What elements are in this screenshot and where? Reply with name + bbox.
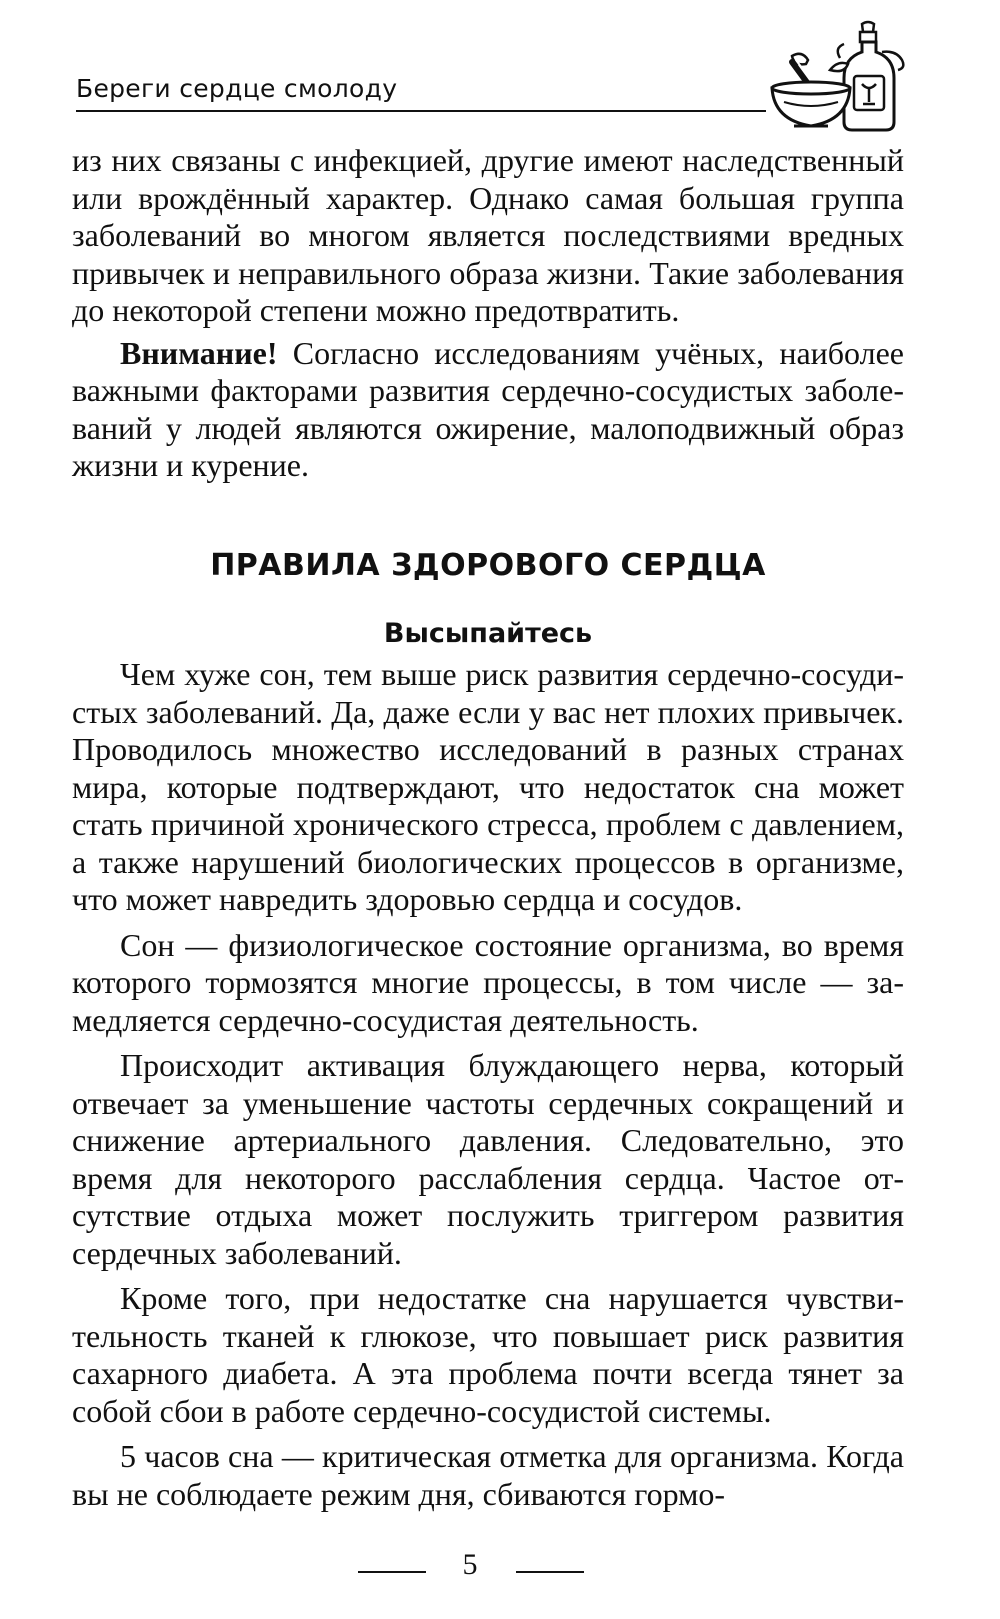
paragraph: Чем хуже сон, тем выше риск развития сердечно-сосудистых заболеваний. Да, даже если у вас нет плохих привычек. Проводилось множество исследований в разных странах мира, которые подтверждают, что недостаток сна может стать причиной хронического стресса, проблем с давлением, а также нарушений биологических процессов в организме, что может навредить здоровью сердца и сосудов. <box>72 656 904 917</box>
paragraph: 5 часов сна — критическая отметка для организма. Когда вы не соблюдаете режим дня, сбиваются гормо- <box>72 1438 904 1512</box>
attention-lead: Внимание! <box>120 334 278 371</box>
paragraph: Кроме того, при недостатке сна нарушается чувствительность тканей к глюкозе, что повышает риск развития сахарного диабета. А эта проблема почти всегда тянет за собой сбои в работе сердечно-сосудистой системы. <box>72 1280 904 1429</box>
page-footer <box>0 1548 1000 1588</box>
paragraph: Сон — физиологическое состояние организма, во время которого тормозятся многие процессы, в том числе — замедляется сердечно-сосудистая деятельность. <box>72 926 904 1038</box>
paragraph: Происходит активация блуждающего нерва, который отвечает за уменьшение частоты сердечных сокращений и снижение артериального давления. Следовательно, это время для некоторого расслабления сердца. Частое отсутствие отдыха может послужить триггером развития сердечных заболеваний. <box>72 1047 904 1271</box>
paragraph-continued: из них связаны с инфекцией, другие имеют наследственный или врождённый характер. Однако самая большая группа заболеваний во многом является последствиями вредных привычек и неправильного образа жизни. Такие заболевания до некоторой степени можно предотвратить. <box>72 142 904 328</box>
header-rule <box>76 110 766 112</box>
footer-rule-left <box>358 1571 426 1573</box>
top-text-block <box>72 142 904 485</box>
attention-paragraph <box>72 335 904 485</box>
mortar-and-bottle-icon <box>770 18 910 136</box>
footer-rule-right <box>516 1571 584 1573</box>
section-title: ПРАВИЛА ЗДОРОВОГО СЕРДЦА <box>210 548 766 583</box>
subsection-title: Высыпайтесь <box>383 618 593 649</box>
page-number: 5 <box>462 1548 478 1581</box>
main-text-block <box>72 656 904 1513</box>
attention-text: Согласно исследованиям учёных, наиболее важными факторами развития сердечно-сосудистых заболеваний у людей являются ожирение, малоподвижный образ жизни и курение. <box>72 334 904 483</box>
running-head: Береги сердце смолоду <box>76 74 398 103</box>
